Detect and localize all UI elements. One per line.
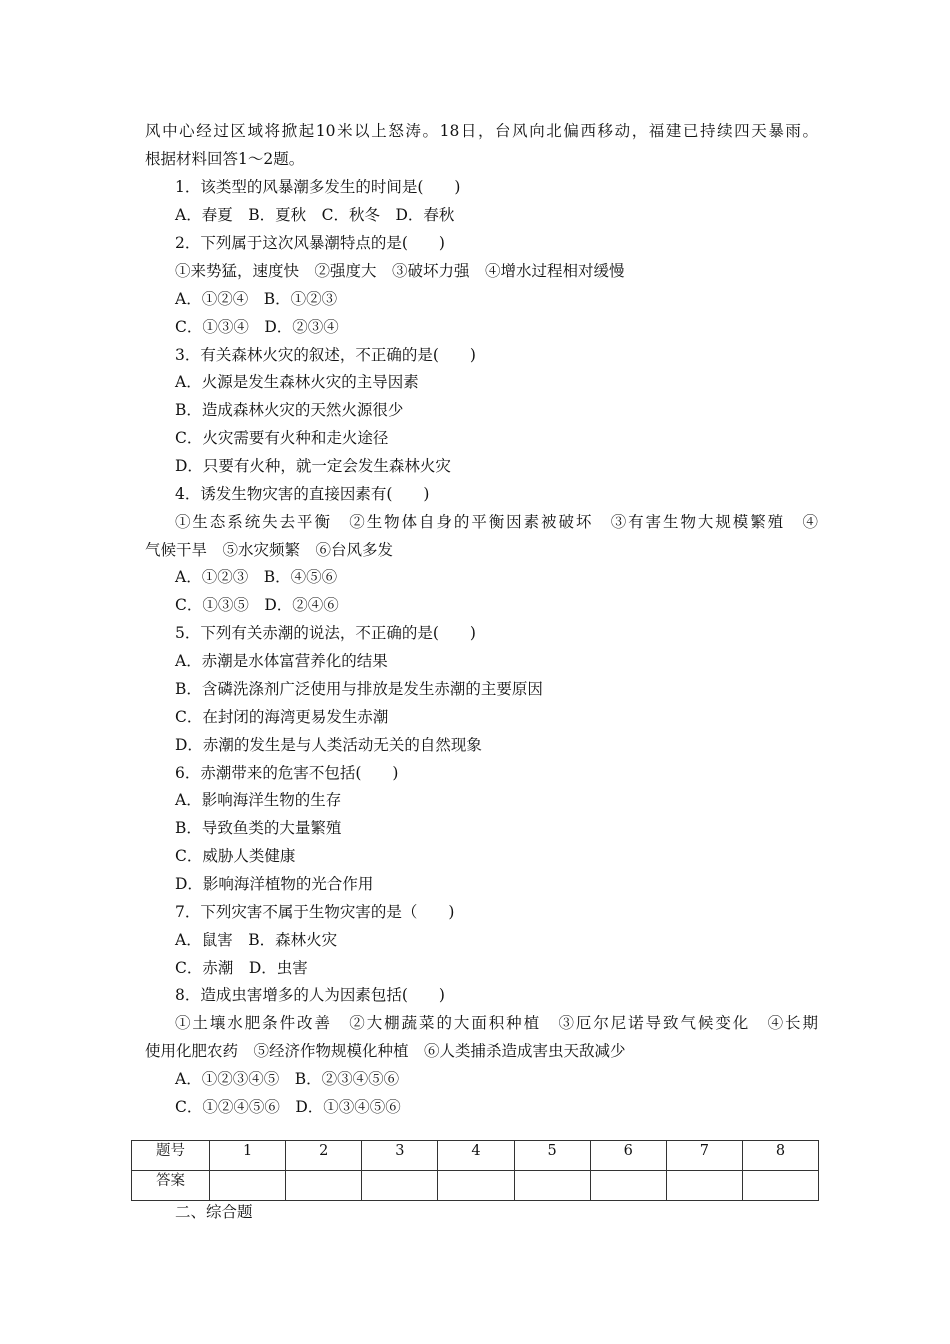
q4-options-cd: C．①③⑤ D．②④⑥ [175, 596, 339, 614]
q8-items-line-2: 使用化肥农药 ⑤经济作物规模化种植 ⑥人类捕杀造成害虫天敌减少 [145, 1042, 626, 1060]
answer-table-row-label: 题号 [132, 1141, 210, 1171]
q1-stem: 1．该类型的风暴潮多发生的时间是( ) [175, 178, 461, 196]
q4-items-line-1: ①生态系统失去平衡 ②生物体自身的平衡因素被破坏 ③有害生物大规模繁殖 ④ [175, 513, 818, 531]
q2-options-cd: C．①③④ D．②③④ [175, 318, 339, 336]
q8-items-line-1: ①土壤水肥条件改善 ②大棚蔬菜的大面积种植 ③厄尔尼诺导致气候变化 ④长期 [175, 1014, 818, 1032]
answer-cell[interactable] [666, 1171, 742, 1201]
intro-line-2: 根据材料回答1～2题。 [145, 150, 305, 168]
q5-option-d: D．赤潮的发生是与人类活动无关的自然现象 [175, 736, 482, 754]
q2-stem: 2．下列属于这次风暴潮特点的是( ) [175, 234, 445, 252]
section-heading: 二、综合题 [175, 1203, 253, 1221]
answer-cell[interactable] [362, 1171, 438, 1201]
q7-options-cd: C．赤潮 D．虫害 [175, 959, 308, 977]
question-number-cell: 6 [590, 1141, 666, 1171]
answer-cell[interactable] [514, 1171, 590, 1201]
q6-stem: 6．赤潮带来的危害不包括( ) [175, 764, 399, 782]
question-number-cell: 3 [362, 1141, 438, 1171]
answer-cell[interactable] [590, 1171, 666, 1201]
question-number-cell: 2 [286, 1141, 362, 1171]
question-number-cell: 8 [742, 1141, 818, 1171]
q6-option-c: C．威胁人类健康 [175, 847, 296, 865]
answer-table [131, 1140, 819, 1201]
q5-stem: 5．下列有关赤潮的说法，不正确的是( ) [175, 624, 476, 642]
intro-line-1: 风中心经过区域将掀起10米以上怒涛。18日，台风向北偏西移动，福建已持续四天暴雨。 [145, 122, 818, 140]
answer-cell[interactable] [286, 1171, 362, 1201]
q5-option-b: B．含磷洗涤剂广泛使用与排放是发生赤潮的主要原因 [175, 680, 543, 698]
q2-options-ab: A．①②④ B．①②③ [175, 290, 338, 308]
q7-options-ab: A．鼠害 B．森林火灾 [175, 931, 338, 949]
answer-cell[interactable] [742, 1171, 818, 1201]
q4-options-ab: A．①②③ B．④⑤⑥ [175, 568, 338, 586]
q5-option-a: A．赤潮是水体富营养化的结果 [175, 652, 388, 670]
answer-table-row-label: 答案 [132, 1171, 210, 1201]
q6-option-b: B．导致鱼类的大量繁殖 [175, 819, 342, 837]
q4-stem: 4．诱发生物灾害的直接因素有( ) [175, 485, 430, 503]
question-number-cell: 1 [210, 1141, 286, 1171]
q8-stem: 8．造成虫害增多的人为因素包括( ) [175, 986, 445, 1004]
q3-option-b: B．造成森林火灾的天然火源很少 [175, 401, 404, 419]
answer-cell[interactable] [438, 1171, 514, 1201]
q5-option-c: C．在封闭的海湾更易发生赤潮 [175, 708, 389, 726]
question-number-cell: 7 [666, 1141, 742, 1171]
q8-options-ab: A．①②③④⑤ B．②③④⑤⑥ [175, 1070, 400, 1088]
q4-items-line-2: 气候干旱 ⑤水灾频繁 ⑥台风多发 [145, 541, 394, 559]
question-number-cell: 5 [514, 1141, 590, 1171]
q1-options: A．春夏 B．夏秋 C．秋冬 D．春秋 [175, 206, 455, 224]
q3-option-a: A．火源是发生森林火灾的主导因素 [175, 373, 419, 391]
answer-table-answer-row [132, 1171, 819, 1201]
q2-items: ①来势猛，速度快 ②强度大 ③破坏力强 ④增水过程相对缓慢 [175, 262, 625, 280]
q8-options-cd: C．①②④⑤⑥ D．①③④⑤⑥ [175, 1098, 401, 1116]
q7-stem: 7．下列灾害不属于生物灾害的是（ ) [175, 903, 455, 921]
question-number-cell: 4 [438, 1141, 514, 1171]
q3-stem: 3．有关森林火灾的叙述，不正确的是( ) [175, 346, 476, 364]
answer-cell[interactable] [210, 1171, 286, 1201]
q6-option-a: A．影响海洋生物的生存 [175, 791, 342, 809]
q3-option-c: C．火灾需要有火种和走火途径 [175, 429, 389, 447]
answer-table-number-row [132, 1141, 819, 1171]
q6-option-d: D．影响海洋植物的光合作用 [175, 875, 374, 893]
q3-option-d: D．只要有火种，就一定会发生森林火灾 [175, 457, 451, 475]
